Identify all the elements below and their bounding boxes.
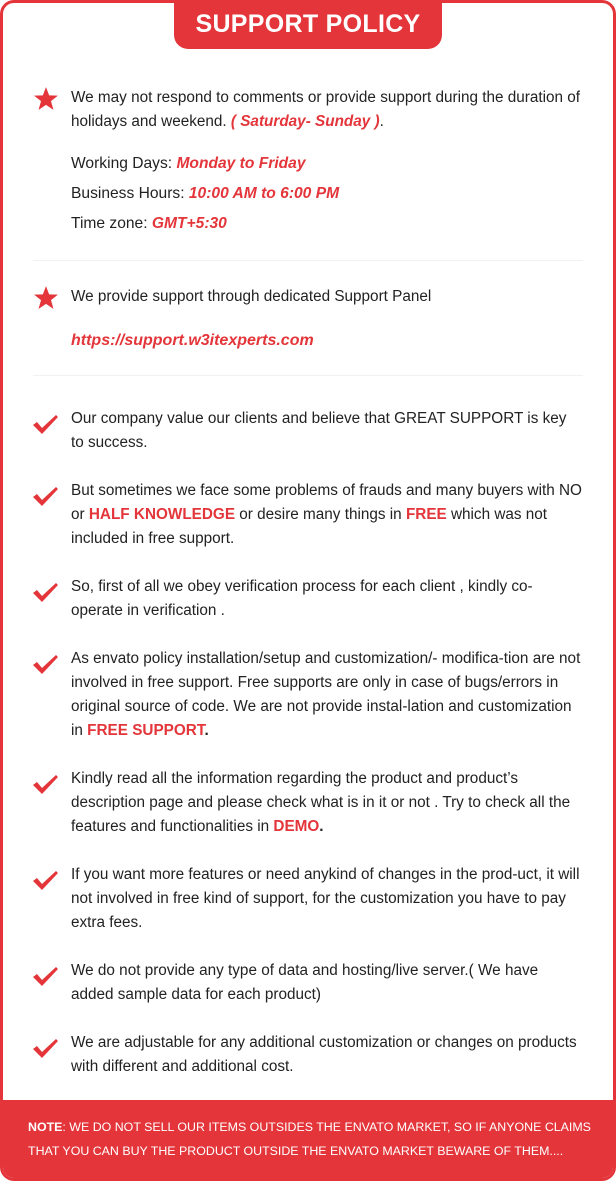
- list-item-text: But sometimes we face some problems of frauds and many buyers with NO or HALF KNOWLEDGE or desire many things in FREE which was not included in free support.: [71, 482, 582, 547]
- note-text: : WE DO NOT SELL OUR ITEMS OUTSIDES THE ENVATO MARKET, SO IF ANYONE CLAIMS THAT YOU CAN BUY THE PRODUCT OUTSIDE THE ENVATO MARKET BEWARE OF THEM....: [28, 1120, 591, 1158]
- list-item: [31, 959, 583, 1003]
- note-label: NOTE: [28, 1120, 63, 1134]
- free-support-highlight: FREE SUPPORT: [87, 722, 205, 739]
- list-item-text: We are adjustable for any additional customization or changes on products with different and additional cost.: [71, 1034, 577, 1075]
- checkmark-icon: [31, 412, 59, 436]
- checkmark-icon: [31, 964, 59, 988]
- list-item-text: So, first of all we obey verification process for each client , kindly co-operate in verification .: [71, 578, 533, 619]
- checkmark-icon: [31, 868, 59, 892]
- demo-highlight: DEMO: [273, 818, 320, 835]
- list-item-text: We do not provide any type of data and hosting/live server.( We have added sample data for each product): [71, 962, 539, 1003]
- star-icon: [33, 285, 59, 311]
- weekend-days: ( Saturday- Sunday ): [230, 113, 380, 130]
- checkmark-icon: [31, 772, 59, 796]
- list-item-text: As envato policy installation/setup and customization/- modifica-tion are not involved in free support. Free supports are only in case of bugs/errors in original source of code. We are not provide instal-lation and customization in FREE SUPPORT.: [71, 650, 581, 739]
- list-item: [31, 1031, 583, 1075]
- checkmark-icon: [31, 580, 59, 604]
- list-item: [31, 647, 583, 739]
- divider: [33, 260, 583, 261]
- business-hours: Business Hours: 10:00 AM to 6:00 PM: [71, 185, 340, 202]
- list-item-text: If you want more features or need anykind of changes in the prod-uct, it will not involved in free kind of support, for the customization you have to pay extra fees.: [71, 866, 580, 931]
- checkmark-icon: [31, 652, 59, 676]
- list-item: [31, 767, 583, 835]
- working-days-value: Monday to Friday: [176, 155, 306, 172]
- checkmark-icon: [31, 484, 59, 508]
- holiday-policy-text: We may not respond to comments or provide support during the duration of holidays and weekend. ( Saturday- Sunday ).: [71, 89, 581, 130]
- support-panel-text: We provide support through dedicated Support Panel: [71, 288, 432, 305]
- time-zone-value: GMT+5:30: [151, 215, 227, 232]
- list-item: [31, 479, 583, 547]
- half-knowledge-highlight: HALF KNOWLEDGE: [88, 506, 236, 523]
- working-days: Working Days: Monday to Friday: [71, 155, 306, 172]
- list-item: [31, 575, 583, 619]
- list-item-text: Kindly read all the information regarding the product and product’s description page and please check what is in it or not . Try to check all the features and functionalities in DEMO.: [71, 770, 571, 835]
- list-item-text: Our company value our clients and believe that GREAT SUPPORT is key to success.: [71, 410, 567, 451]
- star-icon: [33, 86, 59, 112]
- free-highlight: FREE: [405, 506, 447, 523]
- time-zone: Time zone: GMT+5:30: [71, 215, 227, 232]
- list-item: [31, 407, 583, 451]
- footer-note: [3, 1100, 613, 1178]
- title-banner: [174, 0, 442, 49]
- business-hours-value: 10:00 AM to 6:00 PM: [188, 185, 340, 202]
- working-info: [71, 149, 583, 239]
- page-title: SUPPORT POLICY: [195, 10, 421, 38]
- support-link[interactable]: https://support.w3itexperts.com: [71, 332, 314, 349]
- checkmark-icon: [31, 1036, 59, 1060]
- divider: [33, 375, 583, 376]
- list-item: [31, 863, 583, 931]
